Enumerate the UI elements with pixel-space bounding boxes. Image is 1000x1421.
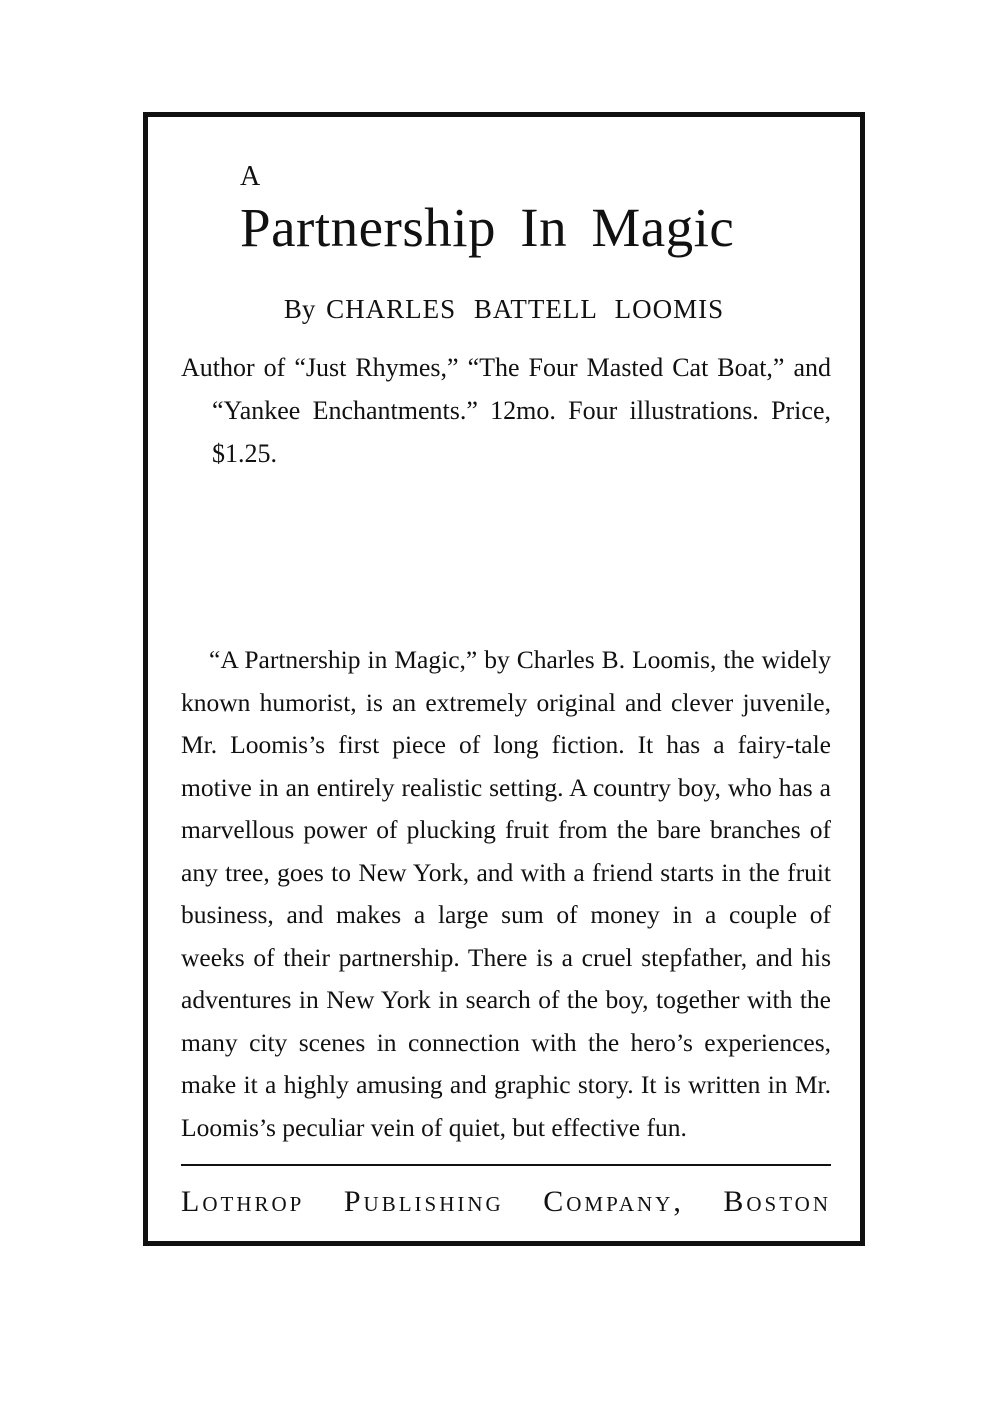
book-description xyxy=(181,639,831,1149)
book-details xyxy=(181,346,831,475)
publisher-imprint: Lothrop Publishing Company, Boston xyxy=(181,1185,831,1218)
book-details-text: Author of “Just Rhymes,” “The Four Masted Cat Boat,” and “Yankee Enchantments.” 12mo. Four illustrations. Price, $1.25. xyxy=(181,353,831,468)
divider-rule xyxy=(181,1164,831,1166)
title-article: A xyxy=(240,161,262,192)
description-paragraph: “A Partnership in Magic,” by Charles B. Loomis, the widely known humorist, is an extremely original and clever juvenile, Mr. Loomis’s first piece of long fiction. It has a fairy-tale motive in an entirely realistic setting. A country boy, who has a marvellous power of plucking fruit from the bare branches of any tree, goes to New York, and with a friend starts in the fruit business, and makes a large sum of money in a couple of weeks of their partnership. There is a cruel stepfather, and his adventures in New York in search of the boy, together with the many city scenes in connection with the hero’s experiences, make it a highly amusing and graphic story. It is written in Mr. Loomis’s peculiar vein of quiet, but effective fun. xyxy=(181,645,831,1142)
book-title: Partnership In Magic xyxy=(240,197,735,258)
byline-prefix: By xyxy=(283,294,316,324)
byline xyxy=(148,292,860,326)
advertisement-border xyxy=(143,112,865,1246)
author-name: CHARLES BATTELL LOOMIS xyxy=(326,294,725,324)
